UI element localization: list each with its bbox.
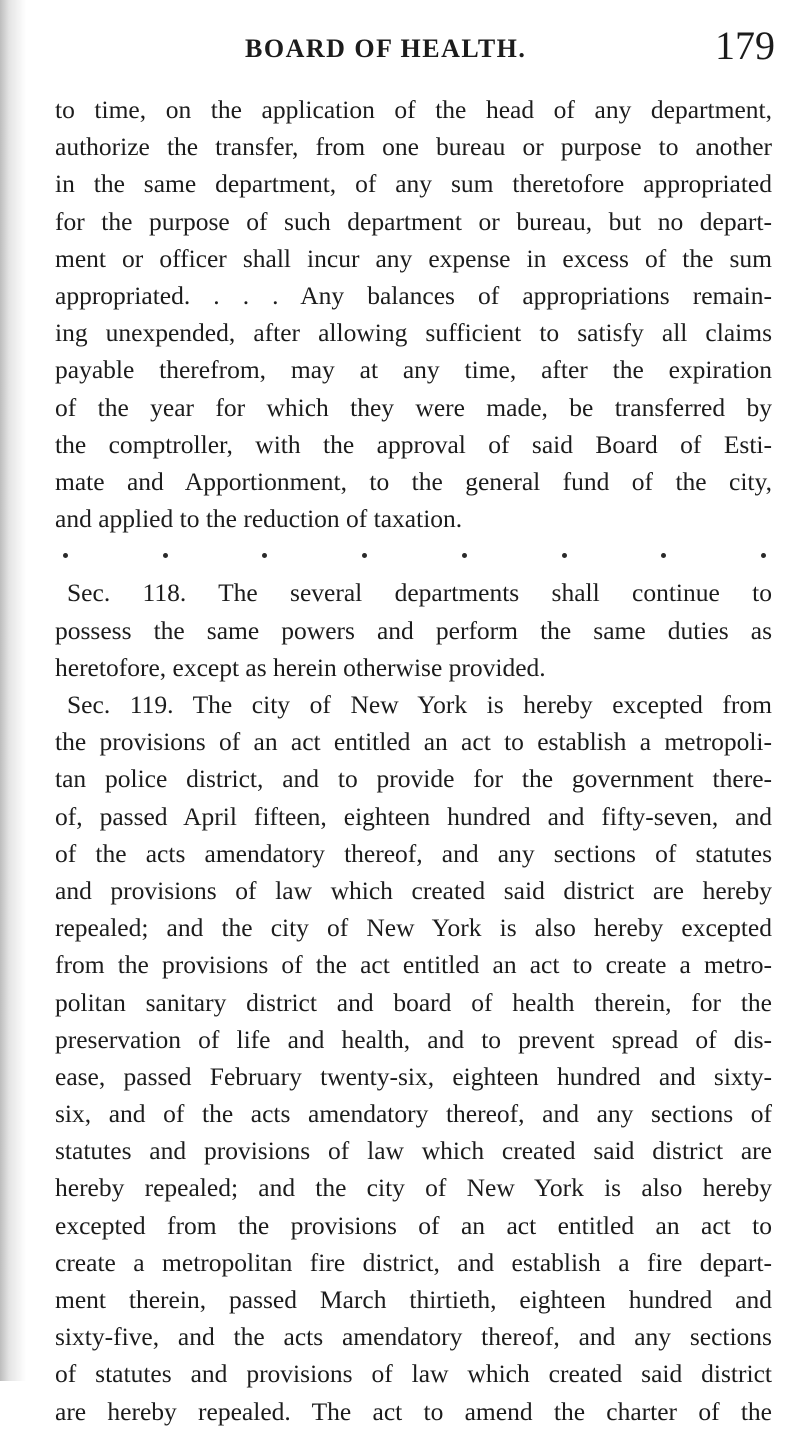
ellipsis-dot <box>262 553 267 558</box>
text-line: tan police district, and to provide for the government there- <box>55 764 772 794</box>
text-line: ment or officer shall incur any expense in excess of the sum <box>55 243 772 273</box>
text-line: six, and of the acts amendatory thereof, and any sections of <box>55 1099 772 1129</box>
text-line: repealed; and the city of New York is also hereby excepted <box>55 913 772 943</box>
ellipsis-dot <box>362 553 367 558</box>
running-head <box>55 22 775 82</box>
text-line: of the year for which they were made, be transferred by <box>55 392 772 422</box>
ellipsis-dot <box>163 553 168 558</box>
running-head-title: BOARD OF HEALTH. <box>245 34 527 63</box>
ellipsis-row <box>55 537 772 574</box>
text-line: appropriated. . . . Any balances of appropriations remain- <box>55 280 772 310</box>
ellipsis-dot <box>562 553 567 558</box>
text-line: excepted from the provisions of an act entitled an act to <box>55 1210 772 1240</box>
binding-shadow <box>0 0 26 1381</box>
ellipsis-dot <box>661 553 666 558</box>
text-line: the provisions of an act entitled an act to establish a metropoli- <box>55 727 772 757</box>
text-line: of the acts amendatory thereof, and any sections of statutes <box>55 838 772 868</box>
text-line: for the purpose of such department or bureau, but no depart- <box>55 206 772 236</box>
text-line: Sec. 118. The several departments shall continue to <box>67 578 772 608</box>
text-line: possess the same powers and perform the same duties as <box>55 615 772 645</box>
text-line: from the provisions of the act entitled an act to create a metro- <box>55 950 772 980</box>
text-line: mate and Apportionment, to the general fund of the city, <box>55 466 772 496</box>
text-line: of statutes and provisions of law which created said district <box>55 1359 772 1389</box>
ellipsis-dot <box>462 553 467 558</box>
text-line: preservation of life and health, and to prevent spread of dis- <box>55 1024 772 1054</box>
text-line: to time, on the application of the head of any department, <box>55 95 772 124</box>
text-line: payable therefrom, may at any time, after the expiration <box>55 355 772 385</box>
text-line: create a metropolitan fire district, and establish a fire depart- <box>55 1247 772 1277</box>
text-line: and applied to the reduction of taxation. <box>55 504 463 534</box>
ellipsis-dot <box>63 553 68 558</box>
text-line: and provisions of law which created said district are hereby <box>55 875 772 905</box>
text-line: authorize the transfer, from one bureau or purpose to another <box>55 132 772 162</box>
text-line: the comptroller, with the approval of said Board of Esti- <box>55 429 772 459</box>
text-line: ease, passed February twenty-six, eighteen hundred and sixty- <box>55 1061 772 1091</box>
text-line: sixty-five, and the acts amendatory thereof, and any sections <box>55 1322 772 1352</box>
text-line: hereby repealed; and the city of New York is also hereby <box>55 1173 772 1203</box>
text-line: politan sanitary district and board of health therein, for the <box>55 987 772 1017</box>
text-line: in the same department, of any sum theretofore appropriated <box>55 169 772 199</box>
text-line: of, passed April fifteen, eighteen hundred and fifty-seven, and <box>55 801 772 831</box>
text-line: heretofore, except as herein otherwise provided. <box>55 652 546 682</box>
ellipsis-dot <box>761 553 766 558</box>
text-line: ment therein, passed March thirtieth, eighteen hundred and <box>55 1285 772 1314</box>
text-line: Sec. 119. The city of New York is hereby excepted from <box>67 690 772 719</box>
text-line: are hereby repealed. The act to amend the charter of the <box>55 1396 772 1426</box>
text-line: ing unexpended, after allowing sufficient to satisfy all claims <box>55 318 772 348</box>
page-number: 179 <box>715 23 775 68</box>
text-line: statutes and provisions of law which created said district are <box>55 1136 772 1166</box>
body-text <box>55 91 772 1430</box>
